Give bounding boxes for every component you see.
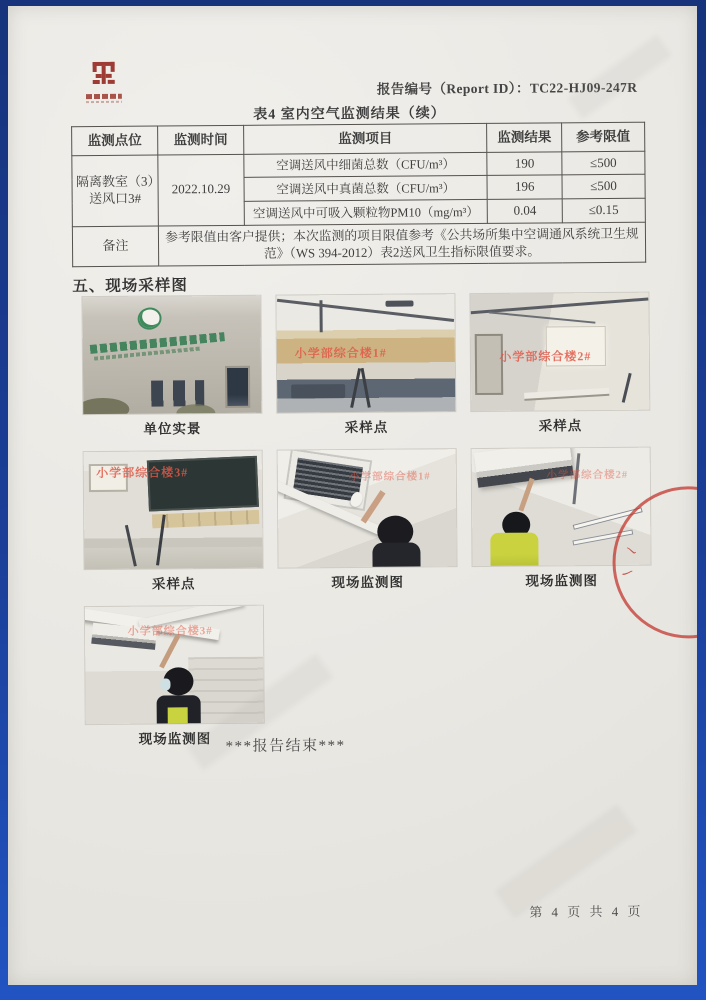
col-header-result: 监测结果: [487, 123, 562, 152]
photo-watermark: 小学部综合楼2#: [499, 348, 592, 364]
photo-grid: [82, 293, 652, 748]
worker-body-shape: [373, 543, 421, 568]
remark-row: [72, 222, 645, 267]
report-end-text: ***报告结束***: [225, 738, 346, 756]
item-result: 190: [487, 151, 562, 175]
photo-sampling-point-2: [470, 293, 649, 411]
company-logo-text: [86, 94, 122, 99]
monitoring-date: 2022.10.29: [158, 154, 244, 226]
photo-caption: 采样点: [538, 418, 583, 434]
ceiling-fan-shape: [385, 300, 414, 306]
photo-watermark: 小学部综合楼1#: [294, 345, 387, 361]
company-logo-subline: [86, 101, 122, 103]
photo-figure-sampling-3: [84, 451, 263, 593]
tripod-leg-shape: [350, 368, 360, 407]
col-header-item: 监测项目: [243, 123, 487, 153]
photo-figure-sampling-1: [276, 294, 455, 436]
item-limit: ≤500: [562, 151, 645, 176]
bush-shape: [82, 397, 129, 414]
photo-caption: 采样点: [151, 576, 196, 592]
worker-arm-shape: [518, 478, 534, 512]
remark-label: 备注: [72, 226, 158, 267]
building-windows-shape: [151, 380, 205, 406]
ceiling-pipe-shape: [489, 312, 595, 324]
page-content: [8, 6, 697, 985]
photo-caption: 单位实景: [143, 421, 202, 437]
report-page: [8, 6, 697, 985]
page-number: 第 4 页 共 4 页: [529, 903, 644, 920]
worker-arm-shape: [159, 635, 180, 669]
company-logo: [81, 60, 127, 103]
photo-watermark: 小学部综合楼3#: [127, 625, 213, 639]
cabinet-strip-shape: [152, 510, 259, 529]
tripod-leg-shape: [621, 372, 631, 402]
remark-text: 参考限值由客户提供；本次监测的项目限值参考《公共场所集中空调通风系统卫生规范》（WS 394-2012）表2送风卫生指标限值要求。: [158, 222, 645, 266]
photo-figure-unit: [82, 296, 261, 438]
photo-caption: 现场监测图: [525, 573, 598, 589]
floor-shape: [84, 547, 262, 569]
photo-caption: 现场监测图: [331, 574, 404, 591]
photo-figure-monitoring-1: [278, 449, 457, 591]
worker-mask-shape: [160, 679, 170, 691]
desk-shape: [291, 384, 344, 398]
col-header-time: 监测时间: [158, 125, 244, 154]
col-header-point: 监测点位: [72, 126, 158, 155]
table-shape: [524, 388, 610, 401]
tripod-leg-shape: [361, 368, 371, 408]
monitoring-point: 隔离教室（3）送风口3#: [72, 155, 158, 227]
photo-caption: 采样点: [344, 419, 389, 436]
photo-sampling-point-3: [84, 451, 263, 569]
col-header-limit: 参考限值: [561, 122, 644, 151]
ceiling-pipe-shape: [277, 299, 454, 322]
item-result: 0.04: [488, 199, 563, 223]
photo-caption: 现场监测图: [138, 731, 212, 747]
company-seal-icon: [91, 60, 117, 86]
item-limit: ≤0.15: [562, 199, 645, 224]
worker-vest-shape: [168, 707, 188, 724]
item-name: 空调送风中细菌总数（CFU/m³）: [244, 152, 488, 178]
photo-watermark: 小学部综合楼1#: [349, 471, 431, 483]
item-name: 空调送风中真菌总数（CFU/m³）: [244, 176, 488, 202]
item-result: 196: [487, 175, 562, 199]
worker-vest-shape: [490, 533, 538, 566]
photo-sampling-point-1: [276, 294, 455, 412]
table-title: 表4 室内空气监测结果（续）: [253, 106, 446, 123]
ceiling-pipe-shape: [319, 300, 322, 333]
item-limit: ≤500: [562, 175, 645, 200]
ceiling-pipe-shape: [471, 297, 649, 313]
table-header-row: [72, 122, 645, 155]
report-id: 报告编号（Report ID）：TC22-HJ09-247R: [376, 79, 638, 97]
photo-field-monitoring-3: [85, 606, 264, 724]
photo-watermark: 小学部综合楼2#: [546, 469, 629, 482]
monitoring-results-table: [71, 122, 646, 268]
photo-field-monitoring-1: [278, 449, 457, 567]
item-name: 空调送风中可吸入颗粒物PM10（mg/m³）: [244, 200, 488, 226]
paging-seal-glyph: 〳: [624, 545, 637, 557]
photo-figure-sampling-2: [470, 293, 649, 435]
paging-seal-glyph: 〵: [619, 567, 632, 579]
photo-watermark: 小学部综合楼3#: [96, 464, 189, 480]
school-emblem-shape: [136, 305, 164, 332]
photo-unit-view: [82, 296, 261, 414]
section-title: 五、现场采样图: [72, 277, 188, 296]
building-door-shape: [225, 366, 250, 408]
